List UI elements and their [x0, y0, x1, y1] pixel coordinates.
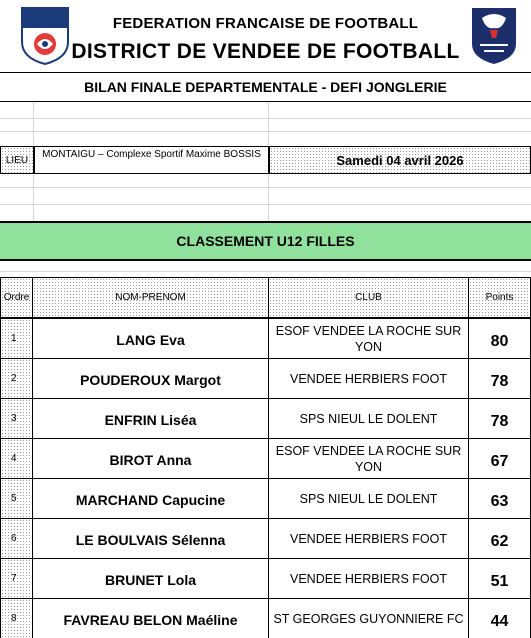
classement-title: CLASSEMENT U12 FILLES — [176, 233, 355, 249]
row-order: 5 — [0, 478, 33, 519]
row-order: 7 — [0, 558, 33, 599]
row-order: 1 — [0, 318, 33, 359]
grid-line — [268, 174, 269, 221]
row-name: BRUNET Lola — [32, 558, 269, 599]
federation-title: FEDERATION FRANCAISE DE FOOTBALL — [112, 15, 419, 32]
row-points: 80 — [468, 318, 531, 359]
row-club: SPS NIEUL LE DOLENT — [268, 398, 469, 439]
table-row — [0, 478, 531, 519]
grid-line — [0, 187, 531, 188]
grid-line — [0, 118, 531, 119]
row-points: 67 — [468, 438, 531, 479]
row-club: VENDEE HERBIERS FOOT — [268, 558, 469, 599]
event-date: Samedi 04 avril 2026 — [268, 146, 531, 174]
header-club: CLUB — [268, 277, 469, 318]
grid-line — [0, 204, 531, 205]
row-name: BIROT Anna — [32, 438, 269, 479]
row-points: 78 — [468, 358, 531, 399]
header-order: Ordre — [0, 277, 33, 318]
grid-line — [0, 271, 531, 272]
row-name: ENFRIN Liséa — [32, 398, 269, 439]
row-name: FAVREAU BELON Maéline — [32, 598, 269, 638]
report-subtitle: BILAN FINALE DEPARTEMENTALE - DEFI JONGLERIE — [84, 79, 447, 95]
table-row — [0, 398, 531, 439]
grid-line — [0, 131, 531, 132]
subtitle-row — [0, 72, 531, 102]
row-club: ST GEORGES GUYONNIERE FC — [268, 598, 469, 638]
row-name: POUDEROUX Margot — [32, 358, 269, 399]
document-header — [0, 0, 531, 72]
row-points: 44 — [468, 598, 531, 638]
row-name: LE BOULVAIS Sélenna — [32, 518, 269, 559]
row-name: MARCHAND Capucine — [32, 478, 269, 519]
table-header-row — [0, 277, 531, 318]
location-value: MONTAIGU – Complexe Sportif Maxime BOSSIS — [33, 146, 269, 174]
grid-line — [33, 174, 34, 221]
classement-banner — [0, 221, 531, 261]
row-club: ESOF VENDEE LA ROCHE SUR YON — [268, 438, 469, 479]
grid-line — [33, 102, 34, 146]
table-row — [0, 318, 531, 359]
row-points: 78 — [468, 398, 531, 439]
row-order: 4 — [0, 438, 33, 479]
row-club: VENDEE HERBIERS FOOT — [268, 358, 469, 399]
row-points: 63 — [468, 478, 531, 519]
row-order: 2 — [0, 358, 33, 399]
table-row — [0, 518, 531, 559]
table-row — [0, 438, 531, 479]
row-points: 62 — [468, 518, 531, 559]
header-points: Points — [468, 277, 531, 318]
grid-line — [268, 102, 269, 146]
row-order: 8 — [0, 598, 33, 638]
row-club: SPS NIEUL LE DOLENT — [268, 478, 469, 519]
row-order: 6 — [0, 518, 33, 559]
district-title: DISTRICT DE VENDEE DE FOOTBALL — [71, 40, 460, 63]
row-club: VENDEE HERBIERS FOOT — [268, 518, 469, 559]
row-name: LANG Eva — [32, 318, 269, 359]
location-label: LIEU — [0, 146, 34, 174]
row-order: 3 — [0, 398, 33, 439]
row-club: ESOF VENDEE LA ROCHE SUR YON — [268, 318, 469, 359]
table-row — [0, 558, 531, 599]
fff-logo — [468, 4, 520, 66]
row-points: 51 — [468, 558, 531, 599]
table-row — [0, 358, 531, 399]
header-name: NOM-PRENOM — [32, 277, 269, 318]
table-row — [0, 598, 531, 638]
location-row — [0, 146, 531, 174]
